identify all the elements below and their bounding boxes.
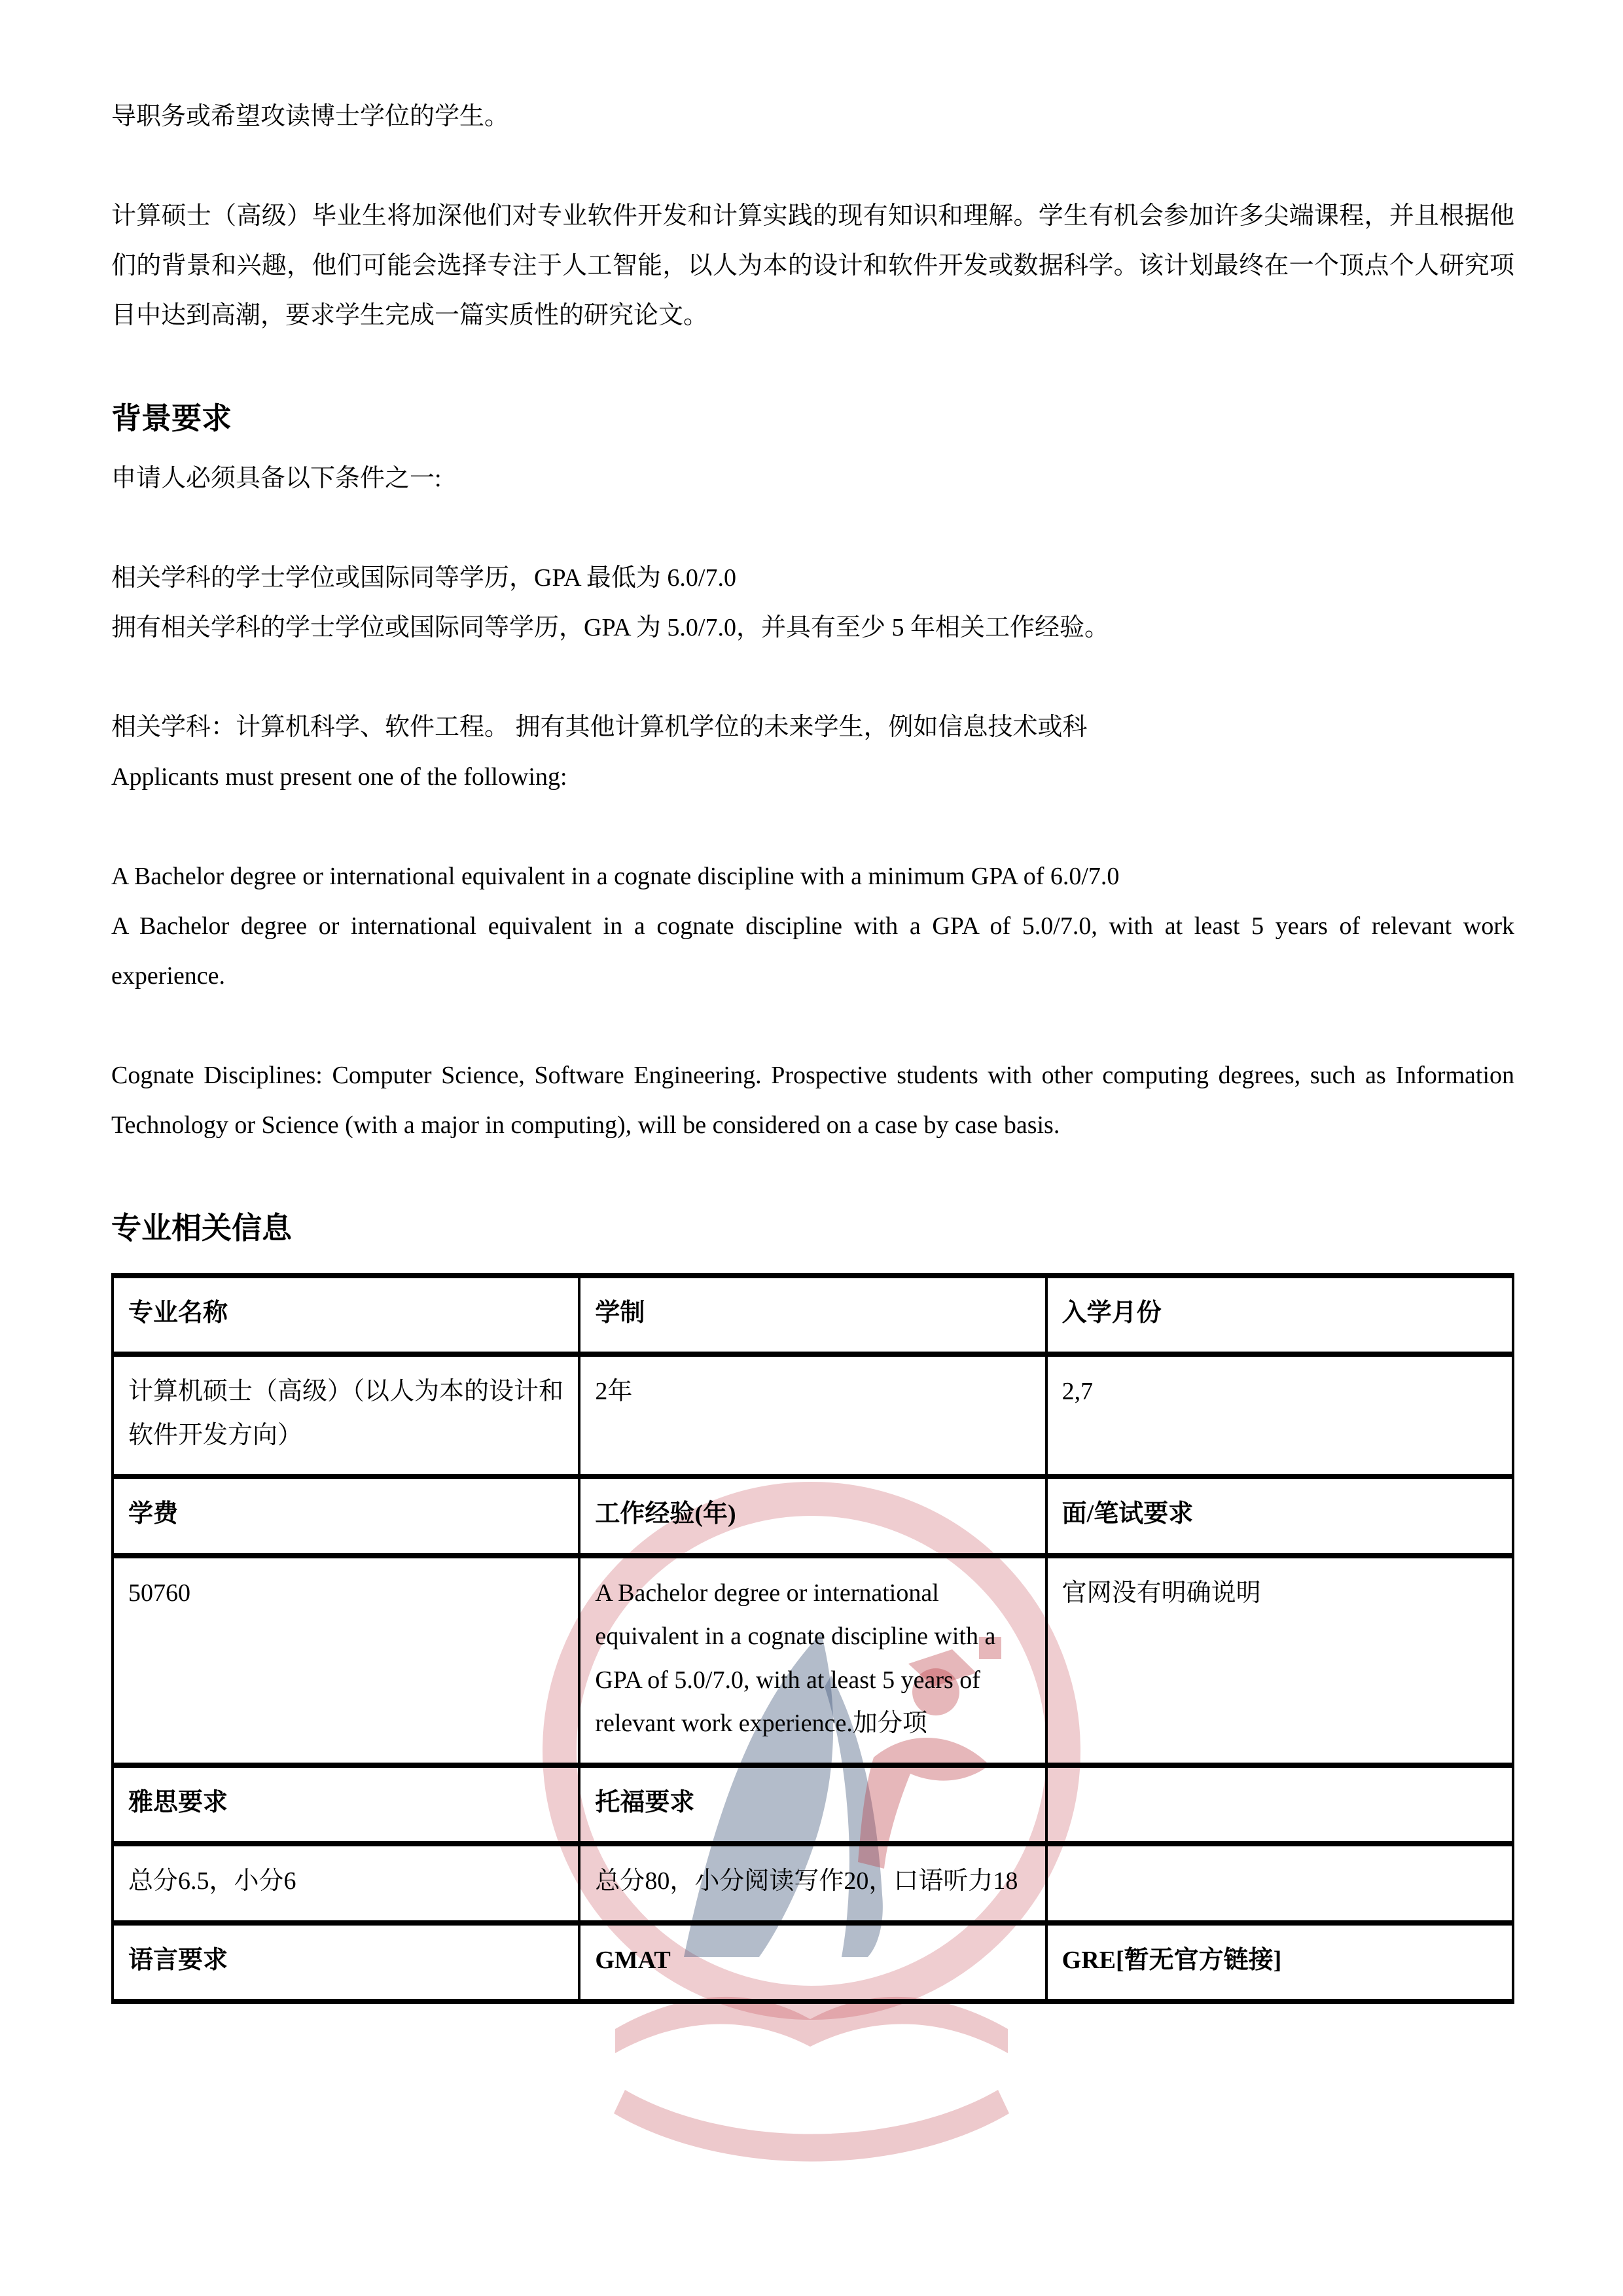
watermark-swoosh bbox=[614, 2090, 1009, 2162]
header-intake-month: 入学月份 bbox=[1046, 1276, 1513, 1355]
table-row-header-3 bbox=[113, 1765, 1513, 1844]
table-row-data-2 bbox=[113, 1556, 1513, 1765]
header-gmat: GMAT bbox=[579, 1923, 1046, 2002]
table-row-data-1 bbox=[113, 1354, 1513, 1477]
header-interview-written-test: 面/笔试要求 bbox=[1046, 1477, 1513, 1556]
paragraph-condition-intro: 申请人必须具备以下条件之一: bbox=[111, 465, 442, 493]
value-work-experience: A Bachelor degree or international equivalent in a cognate discipline with a GPA of 5.0/7.0, with at least 5 years of relevant work experience.加分项 bbox=[579, 1556, 1046, 1765]
value-intake-months: 2,7 bbox=[1046, 1354, 1513, 1477]
header-language-requirement: 语言要求 bbox=[113, 1923, 579, 2002]
paragraph-cognate-disciplines-cn: 相关学科：计算机科学、软件工程。 拥有其他计算机学位的未来学生，例如信息技术或科 bbox=[111, 713, 1088, 742]
value-interview-written-test: 官网没有明确说明 bbox=[1046, 1556, 1513, 1765]
value-empty-cell bbox=[1046, 1844, 1513, 1923]
header-toefl: 托福要求 bbox=[579, 1765, 1046, 1844]
header-duration: 学制 bbox=[579, 1276, 1046, 1355]
value-toefl: 总分80，小分阅读写作20，口语听力18 bbox=[579, 1844, 1046, 1923]
paragraph-gpa-requirement-2: 拥有相关学科的学士学位或国际同等学历，GPA 为 5.0/7.0，并具有至少 5 年相关工作经验。 bbox=[111, 614, 1109, 642]
paragraph-cognate-disciplines-en: Cognate Disciplines: Computer Science, Software Engineering. Prospective students with other computing degrees, such as Information Technology or Science (with a major in computing), will be considered on a case by case basis. bbox=[111, 1062, 1514, 1139]
table-row-header-1 bbox=[113, 1276, 1513, 1355]
value-ielts: 总分6.5，小分6 bbox=[113, 1844, 579, 1923]
gpa-requirements-en-block bbox=[111, 852, 1514, 1001]
paragraph-condition-intro-block bbox=[111, 454, 1514, 503]
heading-background-requirements: 背景要求 bbox=[111, 402, 232, 435]
paragraph-english-requirement-1: A Bachelor degree or international equivalent in a cognate discipline with a minimum GPA of 6.0/7.0 bbox=[111, 863, 1120, 891]
paragraph-gpa-requirement-1: 相关学科的学士学位或国际同等学历，GPA 最低为 6.0/7.0 bbox=[111, 564, 736, 592]
paragraph-applicants-intro: Applicants must present one of the following: bbox=[111, 763, 567, 791]
cognate-disciplines-en-block bbox=[111, 1050, 1514, 1150]
header-program-name: 专业名称 bbox=[113, 1276, 579, 1355]
header-work-experience: 工作经验(年) bbox=[579, 1477, 1046, 1556]
program-info-table bbox=[111, 1273, 1514, 2005]
header-empty-cell bbox=[1046, 1765, 1513, 1844]
header-ielts: 雅思要求 bbox=[113, 1765, 579, 1844]
table-row-header-2 bbox=[113, 1477, 1513, 1556]
heading-program-info: 专业相关信息 bbox=[111, 1211, 292, 1246]
header-tuition: 学费 bbox=[113, 1477, 579, 1556]
paragraph-program-overview-block bbox=[111, 191, 1514, 340]
gpa-requirements-cn-block bbox=[111, 553, 1514, 653]
value-tuition: 50760 bbox=[113, 1556, 579, 1765]
value-program-name: 计算机硕士（高级）（以人为本的设计和软件开发方向） bbox=[113, 1354, 579, 1477]
table-row-data-3 bbox=[113, 1844, 1513, 1923]
value-duration: 2年 bbox=[579, 1354, 1046, 1477]
header-gre: GRE[暂无官方链接] bbox=[1046, 1923, 1513, 2002]
paragraph-program-overview: 计算硕士（高级）毕业生将加深他们对专业软件开发和计算实践的现有知识和理解。学生有机会参加许多尖端课程，并且根据他们的背景和兴趣，他们可能会选择专注于人工智能，以人为本的设计和软件开发或数据科学。该计划最终在一个顶点个人研究项目中达到高潮，要求学生完成一篇实质性的研究论文。 bbox=[111, 202, 1514, 329]
paragraph-english-requirement-2: A Bachelor degree or international equivalent in a cognate discipline with a GPA of 5.0/7.0, with at least 5 years of relevant work experience. bbox=[111, 912, 1514, 990]
cognate-disciplines-cn-block bbox=[111, 702, 1514, 802]
paragraph-phd-continuation-block bbox=[111, 92, 1514, 141]
paragraph-phd-continuation: 导职务或希望攻读博士学位的学生。 bbox=[111, 103, 510, 130]
table-row-header-4 bbox=[113, 1923, 1513, 2002]
